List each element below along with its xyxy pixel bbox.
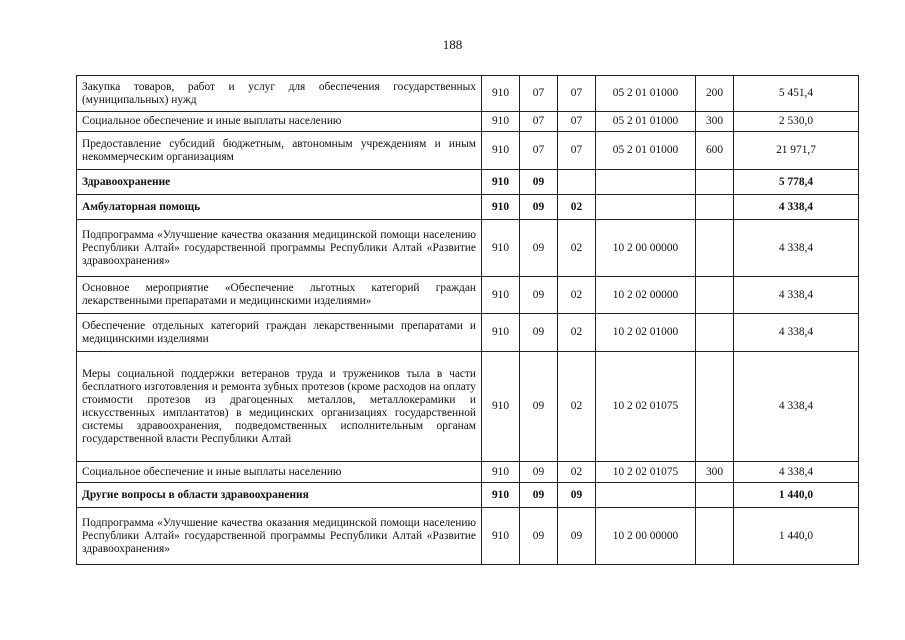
row-type	[696, 220, 734, 277]
row-subsection: 07	[558, 76, 596, 112]
row-ministry: 910	[482, 352, 520, 462]
row-amount: 5 451,4	[734, 76, 859, 112]
row-name: Здравоохранение	[77, 170, 482, 195]
table-row-section	[77, 195, 859, 220]
row-section: 09	[520, 170, 558, 195]
row-type	[696, 314, 734, 352]
row-type	[696, 352, 734, 462]
table-row	[77, 76, 859, 112]
row-section: 09	[520, 508, 558, 565]
page-number: 188	[442, 37, 463, 52]
row-ministry: 910	[482, 195, 520, 220]
row-type: 600	[696, 132, 734, 170]
row-type	[696, 277, 734, 314]
row-section: 09	[520, 483, 558, 508]
table-row	[77, 277, 859, 314]
row-target: 05 2 01 01000	[596, 132, 696, 170]
row-section: 07	[520, 132, 558, 170]
row-type	[696, 483, 734, 508]
row-name: Социальное обеспечение и иные выплаты населению	[77, 112, 482, 132]
row-name: Амбулаторная помощь	[77, 195, 482, 220]
row-target: 10 2 00 00000	[596, 220, 696, 277]
row-ministry: 910	[482, 314, 520, 352]
row-target: 05 2 01 01000	[596, 112, 696, 132]
row-ministry: 910	[482, 112, 520, 132]
row-target	[596, 170, 696, 195]
row-target: 10 2 02 01000	[596, 314, 696, 352]
row-subsection: 02	[558, 352, 596, 462]
row-amount: 4 338,4	[734, 195, 859, 220]
row-section: 07	[520, 112, 558, 132]
row-ministry: 910	[482, 132, 520, 170]
row-target: 10 2 02 01075	[596, 352, 696, 462]
budget-table	[76, 75, 859, 565]
row-name: Обеспечение отдельных категорий граждан лекарственными препаратами и медицинскими изделиями	[77, 314, 482, 352]
row-name: Подпрограмма «Улучшение качества оказания медицинской помощи населению Республики Алтай» государственной программы Республики Алтай «Развитие здравоохранения»	[77, 220, 482, 277]
row-type: 300	[696, 112, 734, 132]
row-name: Меры социальной поддержки ветеранов труда и тружеников тыла в части бесплатного изготовления и ремонта зубных протезов (кроме расходов на оплату стоимости протезов из драгоценных металлов, металлокерамики и искусственных имплантатов) в медицинских организациях государственной системы здравоохранения, подведомственных исполнительным органам государственной власти Республики Алтай	[77, 352, 482, 462]
table-row-section	[77, 170, 859, 195]
row-amount: 5 778,4	[734, 170, 859, 195]
table-row	[77, 112, 859, 132]
row-ministry: 910	[482, 220, 520, 277]
row-type	[696, 195, 734, 220]
table-row	[77, 314, 859, 352]
row-ministry: 910	[482, 483, 520, 508]
row-amount: 1 440,0	[734, 508, 859, 565]
row-subsection: 02	[558, 220, 596, 277]
row-ministry: 910	[482, 508, 520, 565]
row-subsection: 09	[558, 508, 596, 565]
row-section: 07	[520, 76, 558, 112]
row-name: Социальное обеспечение и иные выплаты населению	[77, 462, 482, 483]
table-row	[77, 220, 859, 277]
row-subsection: 07	[558, 112, 596, 132]
table-row-section	[77, 483, 859, 508]
row-type: 200	[696, 76, 734, 112]
row-target	[596, 195, 696, 220]
row-target	[596, 483, 696, 508]
row-amount: 4 338,4	[734, 462, 859, 483]
table-row	[77, 508, 859, 565]
row-target: 05 2 01 01000	[596, 76, 696, 112]
row-ministry: 910	[482, 462, 520, 483]
row-amount: 4 338,4	[734, 314, 859, 352]
row-amount: 2 530,0	[734, 112, 859, 132]
row-name: Закупка товаров, работ и услуг для обеспечения государственных (муниципальных) нужд	[77, 76, 482, 112]
row-type: 300	[696, 462, 734, 483]
row-amount: 4 338,4	[734, 220, 859, 277]
row-subsection: 02	[558, 277, 596, 314]
row-subsection: 07	[558, 132, 596, 170]
row-type	[696, 170, 734, 195]
row-section: 09	[520, 462, 558, 483]
row-ministry: 910	[482, 76, 520, 112]
row-type	[696, 508, 734, 565]
row-subsection: 02	[558, 195, 596, 220]
row-subsection	[558, 170, 596, 195]
row-section: 09	[520, 314, 558, 352]
row-name: Подпрограмма «Улучшение качества оказания медицинской помощи населению Республики Алтай» государственной программы Республики Алтай «Развитие здравоохранения»	[77, 508, 482, 565]
row-section: 09	[520, 352, 558, 462]
row-amount: 4 338,4	[734, 352, 859, 462]
row-target: 10 2 02 01075	[596, 462, 696, 483]
row-amount: 4 338,4	[734, 277, 859, 314]
row-section: 09	[520, 195, 558, 220]
row-ministry: 910	[482, 277, 520, 314]
row-target: 10 2 02 00000	[596, 277, 696, 314]
row-amount: 21 971,7	[734, 132, 859, 170]
row-subsection: 02	[558, 462, 596, 483]
table-row	[77, 132, 859, 170]
row-name: Другие вопросы в области здравоохранения	[77, 483, 482, 508]
row-section: 09	[520, 220, 558, 277]
table-row	[77, 352, 859, 462]
row-amount: 1 440,0	[734, 483, 859, 508]
row-section: 09	[520, 277, 558, 314]
row-subsection: 02	[558, 314, 596, 352]
row-target: 10 2 00 00000	[596, 508, 696, 565]
row-name: Основное мероприятие «Обеспечение льготных категорий граждан лекарственными препаратами и медицинскими изделиями»	[77, 277, 482, 314]
row-name: Предоставление субсидий бюджетным, автономным учреждениям и иным некоммерческим организациям	[77, 132, 482, 170]
table-row	[77, 462, 859, 483]
row-subsection: 09	[558, 483, 596, 508]
row-ministry: 910	[482, 170, 520, 195]
